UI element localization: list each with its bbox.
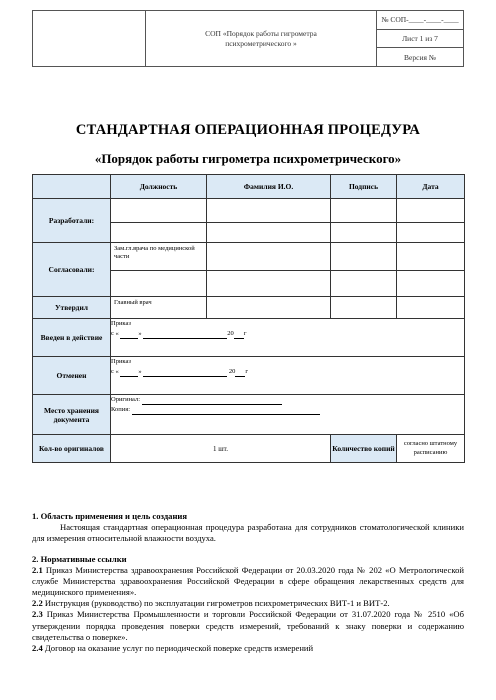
cancelled-year-suffix: г [245, 367, 249, 375]
cell-agreed-name-2 [207, 271, 331, 297]
ref-2-3-text: Приказ Министерства Промышленности и торговли Российской Федерации от 31.07.2020 года № 2510 «Об утверждении порядка проведения поверки средств измерений, требований к знаку поверки и содержанию свидетельства о поверке». [32, 609, 464, 642]
header-sheet: Лист 1 из 7 [377, 30, 463, 49]
ref-2-2 [32, 598, 464, 609]
section-1-heading: 1. Область применения и цель создания [32, 511, 188, 521]
header-meta [377, 11, 463, 66]
ref-2-1-number: 2.1 [32, 564, 43, 575]
main-title: СТАНДАРТНАЯ ОПЕРАЦИОННАЯ ПРОЦЕДУРА [75, 122, 421, 138]
header-sop-title [146, 11, 377, 66]
ref-2-3 [32, 609, 464, 643]
ref-2-2-number: 2.2 [32, 598, 43, 609]
storage-original-line [111, 395, 464, 405]
introduced-from: с [111, 329, 114, 337]
storage-copy-label: Копия: [111, 405, 131, 413]
row-label-developed: Разработали: [33, 199, 111, 243]
row-label-storage: Место хранения документа [33, 395, 111, 435]
introduced-order-label: Приказ [111, 320, 131, 327]
cell-developed-date-2 [397, 223, 465, 243]
ref-2-2-text: Инструкция (руководство) по эксплуатации гигрометров психрометрических ВИТ-1 и ВИТ-2. [44, 598, 390, 609]
cell-developed-signature-2 [331, 223, 397, 243]
storage-copy-line [111, 405, 464, 415]
sub-title: «Порядок работы гигрометра психрометрического» [94, 151, 402, 166]
cell-agreed-date-1 [397, 243, 465, 271]
ref-2-1-text: Приказ Министерства здравоохранения Российской Федерации от 20.03.2020 года № 202 «О Метрологической службе Министерства здравоохранения Российской Федерации в сфере обращения лекарственных средств для медицинского применения». [32, 564, 465, 598]
cell-agreed-name-1 [207, 243, 331, 271]
header-logo-area [33, 11, 146, 66]
label-copies-count: Количество копий [331, 435, 397, 463]
cancelled-date-line: с « » 20 г [111, 367, 249, 375]
ref-2-1 [32, 565, 464, 599]
header-sop-title-text: СОП «Порядок работы гигрометра психрометрического » [205, 28, 317, 48]
cell-agreed-signature-2 [331, 271, 397, 297]
cell-approved-signature [331, 297, 397, 319]
col-header-signature: Подпись [331, 175, 397, 199]
cell-originals-count-value: 1 шт. [111, 435, 331, 463]
cell-agreed-position-2 [111, 271, 207, 297]
cancelled-from: с [111, 367, 114, 375]
introduced-date-line: с « » 20 г [111, 329, 247, 337]
document-body [32, 511, 464, 654]
table-corner [33, 175, 111, 199]
cell-storage [111, 395, 465, 435]
header-sop-number: № СОП-____-____-____ [377, 11, 463, 30]
row-label-approved: Утвердил [33, 297, 111, 319]
header-version: Версия № [404, 52, 436, 62]
cell-developed-position-1 [111, 199, 207, 223]
cell-cancelled-order [111, 357, 465, 395]
ref-2-4-text: Договор на оказание услуг по периодической поверке средств измерений [44, 642, 314, 653]
cell-copies-count-value: согласно штатному расписанию [397, 435, 465, 463]
col-header-position: Должность [111, 175, 207, 199]
cell-approved-name [207, 297, 331, 319]
section-1-text: Настоящая стандартная операционная процедура разработана для сотрудников стоматологической клиники для измерения относительной влажности воздуха. [32, 522, 464, 544]
cell-agreed-position-1: Зам.гл.врача по медицинской части [111, 243, 207, 271]
row-label-introduced: Введен в действие [33, 319, 111, 357]
cell-developed-name-1 [207, 199, 331, 223]
row-label-cancelled: Отменен [33, 357, 111, 395]
cell-agreed-signature-1 [331, 243, 397, 271]
cell-approved-date [397, 297, 465, 319]
cell-developed-date-1 [397, 199, 465, 223]
section-2-heading: 2. Нормативные ссылки [32, 553, 127, 564]
introduced-year-suffix: г [243, 329, 247, 337]
cell-developed-signature-1 [331, 199, 397, 223]
col-header-name: Фамилия И.О. [207, 175, 331, 199]
col-header-date: Дата [397, 175, 465, 199]
document-header [32, 10, 464, 67]
ref-2-4-number: 2.4 [32, 642, 43, 653]
row-label-agreed: Согласовали: [33, 243, 111, 297]
ref-2-4 [32, 643, 464, 654]
ref-2-3-number: 2.3 [32, 609, 43, 620]
cell-introduced-order [111, 319, 465, 357]
cell-developed-name-2 [207, 223, 331, 243]
row-label-originals-count: Кол-во оригиналов [33, 435, 111, 463]
cancelled-order-label: Приказ [111, 358, 131, 365]
storage-original-label: Оригинал: [111, 396, 141, 403]
cell-agreed-date-2 [397, 271, 465, 297]
approval-table [32, 174, 465, 463]
cell-approved-position: Главный врач [111, 297, 207, 319]
cell-developed-position-2 [111, 223, 207, 243]
